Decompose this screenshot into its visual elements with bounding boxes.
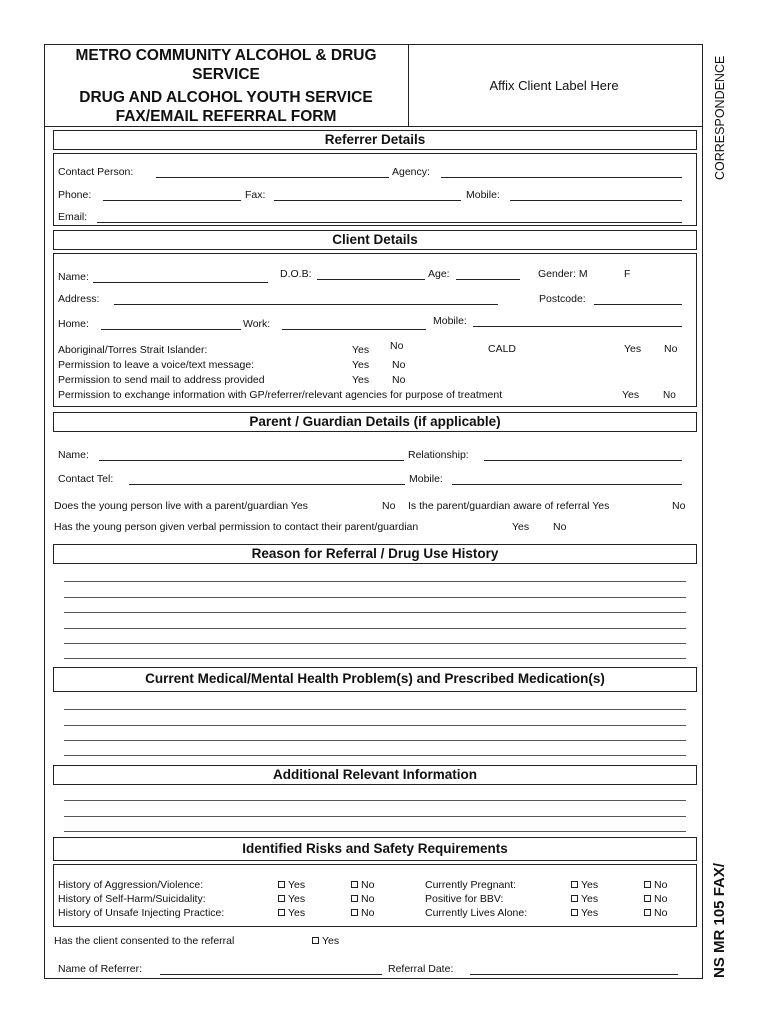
- q-aware-no[interactable]: No: [672, 500, 686, 512]
- bbv-yes[interactable]: Yes: [571, 893, 598, 905]
- fax-label: Fax:: [245, 189, 266, 201]
- work-label: Work:: [243, 318, 271, 330]
- aboriginal-no[interactable]: No: [390, 340, 404, 352]
- q-live-with-guardian[interactable]: Does the young person live with a parent/guardian Yes: [54, 500, 308, 512]
- contact-person-label: Contact Person:: [58, 166, 134, 178]
- title-line-4: FAX/EMAIL REFERRAL FORM: [115, 108, 337, 125]
- reason-line[interactable]: [64, 658, 686, 659]
- work-field[interactable]: [282, 329, 426, 330]
- lives-alone-no[interactable]: No: [644, 907, 667, 919]
- perm-voice-yes[interactable]: Yes: [352, 359, 370, 371]
- agency-label: Agency:: [392, 166, 430, 178]
- reason-line[interactable]: [64, 628, 686, 629]
- aggression-no[interactable]: No: [351, 879, 374, 891]
- reason-section-header: Reason for Referral / Drug Use History: [53, 544, 697, 564]
- postcode-field[interactable]: [594, 304, 682, 305]
- medical-line[interactable]: [64, 755, 686, 756]
- pregnant-no[interactable]: No: [644, 879, 667, 891]
- affix-label-text: Affix Client Label Here: [489, 78, 619, 93]
- q-guardian-aware[interactable]: Is the parent/guardian aware of referral Yes: [408, 500, 610, 512]
- self-harm-yes[interactable]: Yes: [278, 893, 305, 905]
- checkbox-icon: [644, 895, 651, 902]
- referrer-mobile-label: Mobile:: [466, 189, 500, 201]
- guardian-name-field[interactable]: [99, 460, 404, 461]
- dob-label: D.O.B:: [280, 268, 312, 280]
- phone-field[interactable]: [103, 200, 241, 201]
- client-mobile-label: Mobile:: [433, 315, 467, 327]
- guardian-mobile-field[interactable]: [452, 484, 682, 485]
- checkbox-icon: [278, 881, 285, 888]
- perm-voice-label: Permission to leave a voice/text message:: [58, 359, 255, 371]
- additional-line[interactable]: [64, 800, 686, 801]
- risks-section-header: Identified Risks and Safety Requirements: [242, 841, 508, 856]
- medical-line[interactable]: [64, 740, 686, 741]
- home-label: Home:: [58, 318, 89, 330]
- dob-field[interactable]: [317, 279, 425, 280]
- bbv-label: Positive for BBV:: [425, 893, 504, 905]
- title-line-1: METRO COMMUNITY ALCOHOL & DRUG: [75, 47, 377, 64]
- client-name-field[interactable]: [93, 282, 268, 283]
- self-harm-label: History of Self-Harm/Suicidality:: [58, 893, 206, 905]
- perm-exchange-yes[interactable]: Yes: [622, 389, 640, 401]
- relationship-label: Relationship:: [408, 449, 469, 461]
- fax-field[interactable]: [274, 200, 461, 201]
- checkbox-icon: [351, 881, 358, 888]
- contact-tel-field[interactable]: [129, 484, 405, 485]
- q-verbal-yes[interactable]: Yes: [512, 521, 530, 533]
- postcode-label: Postcode:: [539, 293, 586, 305]
- reason-line[interactable]: [64, 581, 686, 582]
- lives-alone-yes[interactable]: Yes: [571, 907, 598, 919]
- q-verbal-no[interactable]: No: [553, 521, 567, 533]
- phone-label: Phone:: [58, 189, 92, 201]
- cald-label: CALD: [488, 343, 517, 355]
- email-label: Email:: [58, 211, 88, 223]
- q-live-no[interactable]: No: [382, 500, 396, 512]
- checkbox-icon: [278, 895, 285, 902]
- cald-no[interactable]: No: [664, 343, 678, 355]
- checkbox-icon: [571, 909, 578, 916]
- referral-date-label: Referral Date:: [388, 963, 454, 975]
- checkbox-icon: [351, 895, 358, 902]
- referrer-name-field[interactable]: [160, 974, 382, 975]
- consent-yes[interactable]: Yes: [312, 935, 339, 947]
- lives-alone-label: Currently Lives Alone:: [425, 907, 528, 919]
- reason-line[interactable]: [64, 643, 686, 644]
- perm-exchange-no[interactable]: No: [663, 390, 676, 401]
- address-label: Address:: [58, 293, 100, 305]
- form-code: NS MR 105 FAX/: [711, 862, 728, 978]
- age-field[interactable]: [456, 279, 520, 280]
- medical-line[interactable]: [64, 709, 686, 710]
- cald-yes[interactable]: Yes: [624, 343, 642, 355]
- gender-label[interactable]: Gender: M: [538, 268, 588, 280]
- self-harm-no[interactable]: No: [351, 893, 374, 905]
- reason-line[interactable]: [64, 612, 686, 613]
- client-mobile-field[interactable]: [473, 326, 682, 327]
- client-section-header: Client Details: [53, 230, 697, 250]
- referrer-name-label: Name of Referrer:: [58, 963, 143, 975]
- additional-section-header: Additional Relevant Information: [53, 765, 697, 785]
- contact-person-field[interactable]: [156, 177, 389, 178]
- guardian-name-label: Name:: [58, 449, 89, 461]
- checkbox-icon: [351, 909, 358, 916]
- injecting-yes[interactable]: Yes: [278, 907, 305, 919]
- aggression-label: History of Aggression/Violence:: [58, 879, 204, 891]
- additional-line[interactable]: [64, 831, 686, 832]
- perm-mail-label: Permission to send mail to address provided: [58, 374, 265, 386]
- title-line-2: SERVICE: [192, 66, 260, 83]
- checkbox-icon: [278, 909, 285, 916]
- age-label: Age:: [428, 268, 450, 280]
- checkbox-icon: [312, 937, 319, 944]
- referrer-mobile-field[interactable]: [510, 200, 682, 201]
- bbv-no[interactable]: No: [644, 893, 667, 905]
- guardian-mobile-label: Mobile:: [409, 473, 443, 485]
- medical-section-header: Current Medical/Mental Health Problem(s) and Prescribed Medication(s): [145, 671, 605, 686]
- referrer-section-header: Referrer Details: [53, 130, 697, 150]
- home-field[interactable]: [101, 329, 241, 330]
- perm-mail-no[interactable]: No: [392, 374, 406, 386]
- injecting-no[interactable]: No: [351, 907, 374, 919]
- correspondence-label: CORRESPONDENCE: [713, 55, 727, 180]
- perm-voice-no[interactable]: No: [392, 359, 406, 371]
- client-name-label: Name:: [58, 271, 89, 283]
- aboriginal-label: Aboriginal/Torres Strait Islander:: [58, 344, 208, 356]
- checkbox-icon: [571, 895, 578, 902]
- aggression-yes[interactable]: Yes: [278, 879, 305, 891]
- additional-line[interactable]: [64, 816, 686, 817]
- referrer-section-box: [53, 153, 697, 226]
- pregnant-label: Currently Pregnant:: [425, 879, 517, 891]
- checkbox-icon: [644, 909, 651, 916]
- perm-mail-yes[interactable]: Yes: [352, 374, 370, 386]
- perm-exchange-label: Permission to exchange information with GP/referrer/relevant agencies for purpose of treatment: [58, 389, 503, 401]
- aboriginal-yes[interactable]: Yes: [352, 344, 370, 356]
- address-field[interactable]: [114, 304, 498, 305]
- contact-tel-label: Contact Tel:: [58, 473, 114, 485]
- medical-line[interactable]: [64, 725, 686, 726]
- consent-label: Has the client consented to the referral: [54, 935, 235, 947]
- checkbox-icon: [644, 881, 651, 888]
- pregnant-yes[interactable]: Yes: [571, 879, 598, 891]
- agency-field[interactable]: [441, 177, 682, 178]
- guardian-section-header: Parent / Guardian Details (if applicable): [53, 412, 697, 432]
- title-line-3: DRUG AND ALCOHOL YOUTH SERVICE: [79, 89, 373, 106]
- relationship-field[interactable]: [484, 460, 682, 461]
- injecting-label: History of Unsafe Injecting Practice:: [58, 907, 225, 919]
- referral-date-field[interactable]: [470, 974, 678, 975]
- gender-f-option[interactable]: F: [624, 268, 631, 280]
- checkbox-icon: [571, 881, 578, 888]
- reason-line[interactable]: [64, 597, 686, 598]
- q-verbal-permission: Has the young person given verbal permission to contact their parent/guardian: [54, 521, 419, 533]
- email-field[interactable]: [97, 222, 682, 223]
